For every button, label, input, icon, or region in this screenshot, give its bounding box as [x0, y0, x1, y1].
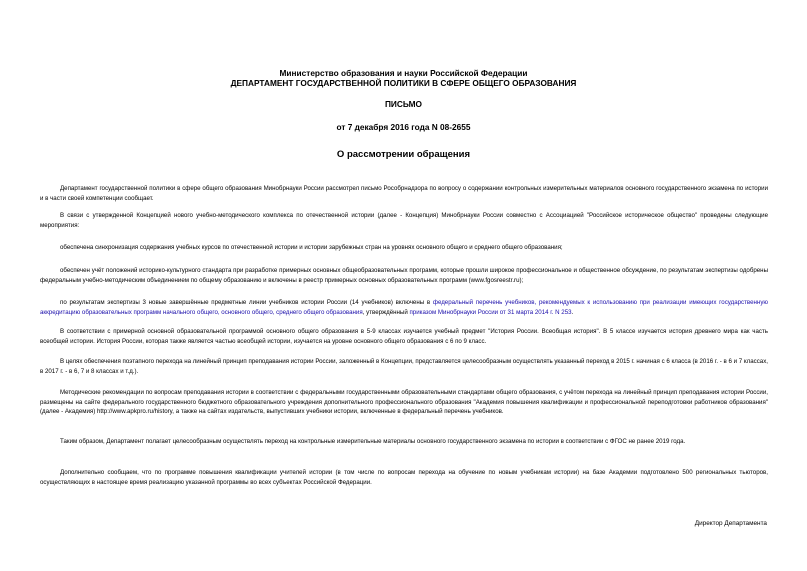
paragraph-6: В соответствии с примерной основной образовательной программой основного общего образования в 5-9 классах изучается учебный предмет "История России. Всеобщая история". В 5 классе изучается история древнего мира как часть всеобщей истории. История России, которая также является частью всеобщей истории, изучается на уровне основного общего образования с 6 по 9 класс. — [40, 328, 768, 345]
paragraph-10: Дополнительно сообщаем, что по программе повышения квалификации учителей истории (в том числе по вопросам перехода на обучение по новым учебникам истории) на базе Академии подготовлено 500 региональных тьюторов, осуществляющих в настоящее время реализацию указанной программы во всех субъектах Российской Федерации. — [40, 469, 768, 486]
document-subject: О рассмотрении обращения — [336, 149, 471, 160]
document-date-number: от 7 декабря 2016 года N 08-2655 — [336, 122, 471, 132]
paragraph-1: Департамент государственной политики в сфере общего образования Минобрнауки России рассмотрел письмо Рособрнадзора по вопросу о содержании контрольных измерительных материалов основного государственного экзамена по истории и в части своей компетенции сообщает. — [40, 185, 768, 202]
ministry-name: Министерство образования и науки Российской Федерации — [279, 68, 528, 78]
paragraph-4: обеспечен учёт положений историко-культурного стандарта при разработке примерных основных общеобразовательных программ, которые прошли широкое профессиональное и общественное обсуждение, по результатам экспертизы одобрены федеральным учебно-методическим объединением по общему образованию и включены в реестр примерных основных образовательных программ (www.fgosreestr.ru); — [40, 267, 768, 284]
paragraph-3: обеспечена синхронизация содержания учебных курсов по отечественной истории и истории зарубежных стран на уровнях основного общего и среднего общего образования; — [60, 244, 563, 251]
ministry-order-link[interactable]: приказом Минобрнауки России от 31 марта 2014 г. N 253 — [409, 308, 572, 316]
paragraph-5 — [40, 298, 768, 317]
federal-textbook-list-link[interactable]: федеральный перечень учебников, рекомендуемых к использованию при реализации имеющих государственную аккредитацию образовательных программ начального общего, основного общего, среднего общего образования — [40, 299, 768, 316]
signature-title: Директор Департамента — [694, 520, 767, 527]
paragraph-9: Таким образом, Департамент полагает целесообразным осуществлять переход на контрольные измерительные материалы основного государственного экзамена по истории в соответствии с ФГОС не ранее 2019 года. — [60, 438, 686, 445]
paragraph-7: В целях обеспечения поэтапного перехода на линейный принцип преподавания истории России, заложенный в Концепции, представляется целесообразным осуществлять указанный переход в 2015 г. начиная с 6 класса (в 2016 г. - в 6 и 7 классах, в 2017 г. - в 6, 7 и 8 классах и т.д.). — [40, 358, 768, 375]
document-type: ПИСЬМО — [384, 99, 423, 109]
paragraph-2: В связи с утвержденной Концепцией нового учебно-методического комплекса по отечественной истории (далее - Концепция) Минобрнауки России совместно с Ассоциацией "Российское историческое общество" проведены следующие мероприятия: — [40, 212, 768, 229]
paragraph-5-text-end: . — [571, 308, 574, 316]
department-name: ДЕПАРТАМЕНТ ГОСУДАРСТВЕННОЙ ПОЛИТИКИ В СФЕРЕ ОБЩЕГО ОБРАЗОВАНИЯ — [230, 78, 577, 88]
paragraph-5-text-start: по результатам экспертизы 3 новые завершённые предметные линии учебников истории России (14 учебников) включены в — [60, 299, 433, 306]
paragraph-8: Методические рекомендации по вопросам преподавания истории в соответствии с федеральными государственными образовательными стандартами общего образования, с учётом перехода на линейный принцип преподавания истории России, размещены на сайте федерального государственного бюджетного образовательного учреждения дополнительного профессионального образования "Академия повышения квалификации и профессиональной переподготовки работников образования" (далее - Академия) http://www.apkpro.ru/history, а также на сайтах издательств, выпустивших учебники истории, включенные в федеральный перечень учебников. — [40, 389, 768, 416]
paragraph-5-text-middle: , утверждённый — [362, 308, 410, 316]
